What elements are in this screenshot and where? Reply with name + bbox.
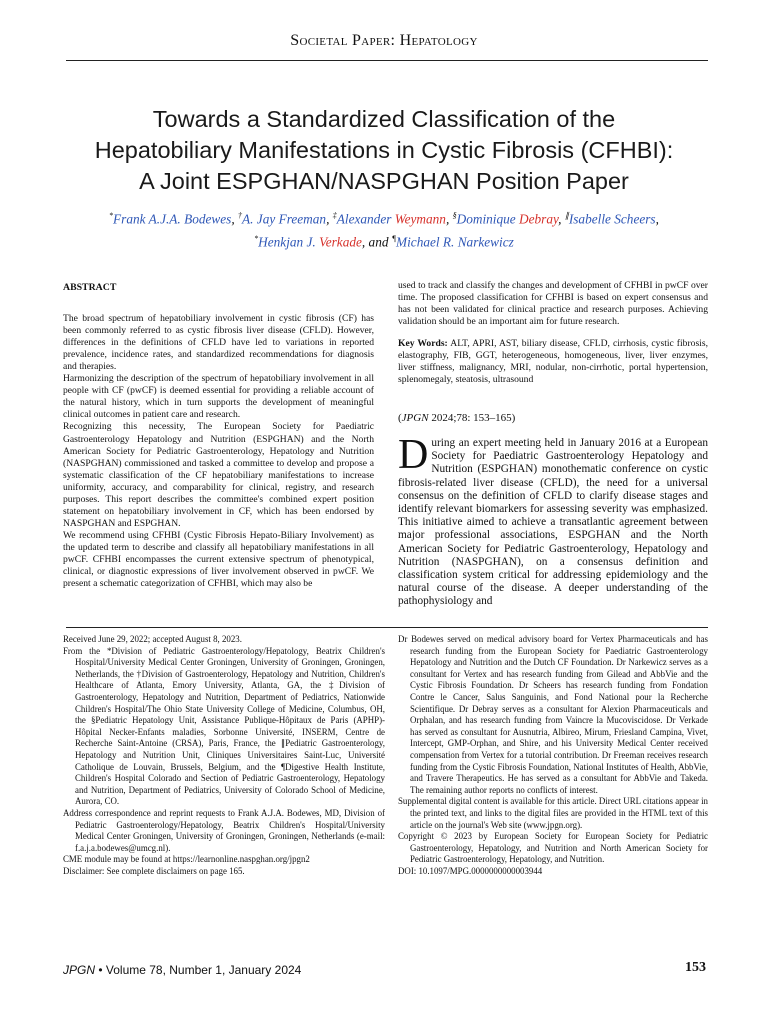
author-last: Debray — [519, 211, 559, 227]
sep: , — [326, 211, 333, 227]
supplemental-note: Supplemental digital content is available for this article. Direct URL citations appear in the printed text, and links to the digital files are provided in the HTML text of this article on the journal's Web site (www.jpgn.org). — [398, 796, 708, 830]
author-first: Dominique — [456, 211, 520, 227]
affil-mark: † — [238, 211, 243, 220]
footnotes-left — [63, 634, 385, 877]
abstract-paragraph: used to track and classify the changes and development of CFHBI in pwCF over time. The proposed classification for CFHBI is based on expert consensus and has not been validated for clinical practice and research purposes. Achieving validation should be an important aim for future research. — [398, 280, 708, 328]
sep: , — [558, 211, 565, 227]
citation-open: ( — [398, 412, 402, 424]
intro-paragraph: uring an expert meeting held in January 2016 at a European Society for Paediatric Gastroenterology Hepatology and Nutrition (ESPGHAN) monothematic conference on cystic fibrosis-related liver disease (CFLD), the need for a universal consensus on the definition of CFLD to clarify disease stages and identify relevant biomarkers for assessing severity was emphasized. This initiative aimed to achieve a transatlantic agreement between major professional associations, ESPGHAN and the North American Society for Pediatric Gastroenterology, Hepatology and Nutrition (NASPGHAN), on a consensus definition and classification system critical for addressing epidemiology and the natural course of the disease. A deeper understanding of the pathophysiology and — [398, 437, 708, 608]
keywords — [398, 338, 708, 386]
abstract-heading: ABSTRACT — [63, 282, 117, 293]
introduction-text — [398, 432, 708, 609]
author-first: Frank A.J.A. — [113, 211, 185, 227]
cme-note: CME module may be found at https://learnonline.naspghan.org/jpgn2 — [63, 854, 310, 865]
page-footer — [63, 963, 301, 977]
header-rule — [66, 60, 708, 61]
keywords-list: ALT, APRI, AST, biliary disease, CFLD, cirrhosis, cystic fibrosis, elastography, FIB, GGT, heterogeneous, homogeneous, liver, liver enzymes, liver stiffness, malignancy, MRI, nodular, non-cirrhotic, portal hypertension, splenomegaly, steatosis, ultrasound — [398, 338, 708, 386]
citation-rest: 2024;78: 153–165) — [428, 412, 516, 424]
affil-mark: ∥ — [564, 211, 569, 220]
disclaimer-note: Disclaimer: See complete disclaimers on page 165. — [63, 865, 245, 876]
sep: , and — [361, 234, 392, 250]
author-last: Narkewicz — [457, 234, 514, 250]
author-last: Scheers — [614, 211, 656, 227]
abstract-paragraph: Recognizing this necessity, The European Society for Paediatric Gastroenterology Hepatology and Nutrition (ESPGHAN) and the North American Society for Pediatric Gastroenterology, Hepatology and Nutrition (NASPGHAN) commissioned and tasked a committee to develop and propose a systematic classification of the CF hepatobiliary manifestations to increase uniformity, accuracy, and comparability for clinical, registry, and research purposes. This report describes the committee's combined expert position statement on hepatobiliary involvement in CF, which has been endorsed by NASPGHAN and ESPGHAN. — [63, 421, 374, 529]
article-title — [50, 104, 718, 197]
sep: , — [231, 211, 239, 227]
author-last: Verkade — [319, 234, 362, 250]
author-first: Alexander — [336, 211, 395, 227]
author-last: Bodewes — [184, 211, 232, 227]
title-line-3: A Joint ESPGHAN/NASPGHAN Position Paper — [139, 168, 629, 194]
abstract-right-column — [398, 280, 708, 386]
author-first: Isabelle — [568, 211, 615, 227]
citation-journal: JPGN — [401, 412, 429, 424]
abstract-left-column — [63, 282, 374, 590]
page-number: 153 — [685, 960, 706, 975]
affil-mark: ‡ — [332, 211, 337, 220]
correspondence-note: Address correspondence and reprint requests to Frank A.J.A. Bodewes, MD, Division of Pediatric Gastroenterology/Hepatology, Beatrix Children's Hospital/University Medical Center Groningen, University of Groningen, Groningen, Netherlands (e-mail: f.a.j.a.bodewes@umcg.nl). — [63, 807, 385, 853]
footer-volume: • Volume 78, Number 1, January 2024 — [95, 963, 302, 977]
footnote-rule — [66, 627, 708, 628]
abstract-paragraph: We recommend using CFHBI (Cystic Fibrosis Hepato-Biliary Involvement) as the updated term to describe and classify all hepatobiliary manifestations in all pwCF. CFHBI encompasses the current extensive spectrum of phenotypical, clinical, or diagnostic expressions of liver involvement observed in pwCF. We present a schematic categorization of CFHBI, which may also be — [63, 529, 374, 590]
affiliations-note: From the *Division of Pediatric Gastroenterology/Hepatology, Beatrix Children's Hospital/University Medical Center Groningen, University of Groningen, Groningen, Netherlands, the †Division of Gastroenterology, Hepatology and Nutrition, Children's Healthcare of Atlanta, Emory University, Atlanta, GA, the ‡Division of Gastroenterology, Hepatology and Nutrition, Department of Pediatrics, Nationwide Children's Hospital/The Ohio State University College of Medicine, Columbus, OH, the §Pediatric Hepatology Unit, Assistance Publique-Hôpitaux de Paris (APHP)-Hôpital Necker-Enfants maladies, Sorbonne Université, INSERM, Centre de Recherche Saint-Antoine (CRSA), Paris, France, the ∥Pediatric Gastroenterology, Hepatology and Nutrition Unit, Cliniques Universitaires Saint-Luc, Université Catholique de Louvain, Brussels, Belgium, and the ¶Digestive Health Institute, Children's Hospital Colorado and Section of Pediatric Gastroenterology, Hepatology and Nutrition, Department of Pediatrics, University of Colorado School of Medicine, Aurora, CO. — [63, 645, 385, 807]
abstract-paragraph: Harmonizing the description of the spectrum of hepatobiliary involvement in all people with CF (pwCF) is deemed essential for providing a reliable account of the natural history, which in turn supports the development of meaningful clinical outcomes in patient care and research. — [63, 373, 374, 421]
footer-journal-name: JPGN — [63, 963, 96, 977]
keywords-label: Key Words: — [398, 338, 448, 350]
author-first: Henkjan J. — [258, 234, 320, 250]
author-line-1 — [40, 206, 728, 229]
author-last: Freeman — [278, 211, 327, 227]
author-first: Michael R. — [396, 234, 458, 250]
sep: , — [655, 211, 659, 227]
abstract-paragraph: The broad spectrum of hepatobiliary involvement in cystic fibrosis (CF) has been commonly referred to as cystic fibrosis liver disease (CFLD). However, differences in the definitions of CFLD have led to variations in reported prevalence, incidence rates, and standardized recommendations for diagnosis and therapies. — [63, 313, 374, 373]
author-last: Weymann — [394, 211, 446, 227]
sep: , — [445, 211, 453, 227]
footnotes-right — [398, 634, 708, 877]
title-line-2: Hepatobiliary Manifestations in Cystic Fibrosis (CFHBI): — [94, 137, 674, 163]
received-note: Received June 29, 2022; accepted August 8, 2023. — [63, 634, 242, 644]
journal-citation — [398, 412, 515, 424]
affil-mark: * — [254, 234, 259, 244]
copyright-note: Copyright © 2023 by European Society for European Society for Pediatric Gastroenterology, Hepatology, and Nutrition and North American Society for Pediatric Gastroenterology, Hepatology, and Nutrition. — [398, 831, 708, 865]
drop-cap: D — [398, 432, 429, 478]
author-list — [40, 206, 728, 253]
author-line-2 — [40, 229, 728, 252]
section-header: Societal Paper: Hepatology — [290, 32, 478, 49]
affil-mark: ¶ — [391, 234, 397, 244]
affil-mark: * — [109, 211, 114, 220]
title-line-1: Towards a Standardized Classification of the — [152, 106, 616, 132]
conflicts-note: Dr Bodewes served on medical advisory board for Vertex Pharmaceuticals and has research funding from the European Society for Paediatric Gastroenterology Hepatology and Nutrition and the Dutch CF Foundation. Dr Narkewicz serves as a consultant for Vertex and has research funding from Gilead and AbbVie and the Cystic Fibrosis Foundation. Dr Scheers has research funding from Fondation Contre le Cancer, Salus Sanguinis, and Fond National pour la Recherche Scientifique. Dr Debray serves as a consultant for Alexion Pharmaceuticals and Orphalan, and has research funding from Vaincre la Mucoviscidose. Dr Verkade has served as consultant for Ausnutria, Albireo, Mirum, Friesland Campina, Vivet, Intercept, GMP-Orphan, and Shire, and his University Medical Center received compensation from Vertex for a tutorial contribution. Dr Freeman receives research funding from the Cystic Fibrosis Foundation, National Institutes of Health, AbbVie, and Travere Therapeutics. He has served as a consultant for AbbVie and Takeda. The remaining author reports no conflicts of interest. — [398, 634, 708, 795]
doi-note: DOI: 10.1097/MPG.0000000000003944 — [398, 865, 543, 876]
affil-mark: § — [452, 211, 457, 220]
author-first: A. Jay — [242, 211, 279, 227]
